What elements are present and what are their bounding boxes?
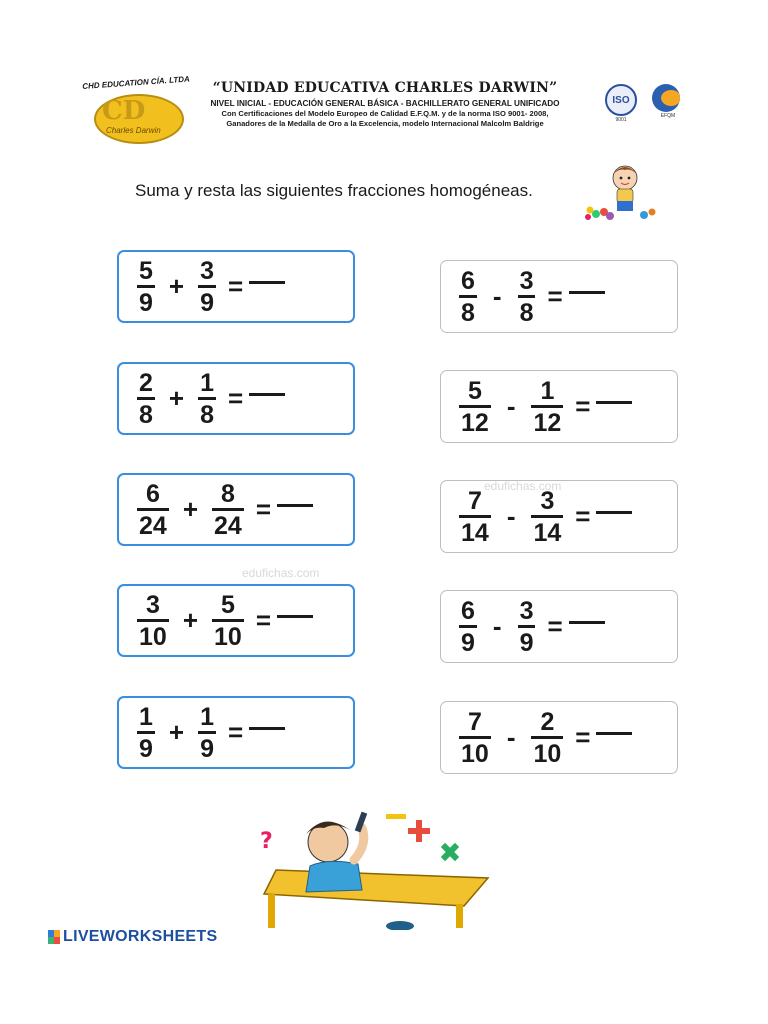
fraction xyxy=(212,481,244,539)
header-line-2: Con Certificaciones del Modelo Europeo de Calidad E.F.Q.M. y de la norma ISO 9001- 2008, xyxy=(221,109,549,118)
fraction-bar xyxy=(531,405,563,408)
fraction-bar xyxy=(137,619,169,622)
addition-exercise-2 xyxy=(117,362,355,435)
plus-sign: + xyxy=(168,383,185,413)
denominator: 9 xyxy=(461,628,475,657)
numerator: 6 xyxy=(461,596,475,625)
efqm-icon xyxy=(652,84,680,112)
numerator: 2 xyxy=(540,707,555,736)
numerator: 7 xyxy=(467,707,482,736)
denominator: 10 xyxy=(461,739,489,768)
numerator: 5 xyxy=(220,590,235,619)
fraction-bar xyxy=(459,295,477,298)
equals-sign: = xyxy=(228,271,244,301)
fraction-bar xyxy=(137,731,155,734)
liveworksheets-wordmark: LIVEWORKSHEETS xyxy=(63,928,218,945)
fraction-bar xyxy=(531,515,563,518)
fraction-bar xyxy=(518,625,536,628)
fraction xyxy=(137,258,155,316)
denominator: 24 xyxy=(139,511,167,540)
addition-exercise-1 xyxy=(117,250,355,323)
denominator: 9 xyxy=(200,734,214,763)
fraction xyxy=(459,598,477,656)
subtraction-exercise-2 xyxy=(440,370,678,443)
equals-sign: = xyxy=(228,383,244,413)
fraction xyxy=(198,370,216,428)
denominator: 9 xyxy=(139,288,153,317)
denominator: 8 xyxy=(200,400,214,429)
fraction xyxy=(137,592,169,650)
denominator: 9 xyxy=(200,288,214,317)
fraction-bar xyxy=(137,397,155,400)
answer-blank[interactable] xyxy=(569,291,605,294)
numerator: 7 xyxy=(467,486,482,515)
liveworksheets-brand xyxy=(48,928,217,946)
addition-exercise-5 xyxy=(117,696,355,769)
svg-text:?: ? xyxy=(260,829,273,854)
subtraction-exercise-4 xyxy=(440,590,678,663)
denominator: 12 xyxy=(533,408,562,437)
fraction xyxy=(137,704,155,762)
instruction-text: Suma y resta las siguientes fracciones homogéneas. xyxy=(135,181,533,200)
equals-sign: = xyxy=(255,605,271,635)
fraction-bar xyxy=(459,515,491,518)
numerator: 3 xyxy=(200,256,214,285)
answer-blank[interactable] xyxy=(249,281,285,284)
minus-sign: - xyxy=(506,722,516,752)
answer-blank[interactable] xyxy=(277,504,313,507)
logo-monogram: CD xyxy=(102,96,146,126)
numerator: 6 xyxy=(461,266,475,295)
denominator: 9 xyxy=(139,734,153,763)
denominator: 8 xyxy=(519,298,534,327)
minus-sign: - xyxy=(492,281,502,311)
fraction xyxy=(198,258,216,316)
addition-exercise-3 xyxy=(117,473,355,546)
fraction-bar xyxy=(459,736,491,739)
answer-blank[interactable] xyxy=(249,393,285,396)
fraction xyxy=(531,709,563,767)
liveworksheets-logo-icon xyxy=(48,930,60,944)
equals-sign: = xyxy=(575,501,591,531)
efqm-label: EFQM xyxy=(660,113,676,119)
numerator: 3 xyxy=(519,266,534,295)
fraction-bar xyxy=(198,731,216,734)
numerator: 3 xyxy=(540,486,555,515)
kid-with-blocks-illustration xyxy=(580,162,670,222)
fraction-bar xyxy=(212,619,244,622)
denominator: 24 xyxy=(214,511,242,540)
fraction-bar xyxy=(198,285,216,288)
numerator: 1 xyxy=(200,368,214,397)
fraction xyxy=(198,704,216,762)
answer-blank[interactable] xyxy=(596,732,632,735)
plus-sign: + xyxy=(182,494,198,524)
denominator: 10 xyxy=(139,622,167,651)
fraction xyxy=(459,488,491,546)
denominator: 8 xyxy=(461,298,475,327)
fraction xyxy=(459,268,477,326)
denominator: 14 xyxy=(533,518,562,547)
subtraction-exercise-1 xyxy=(440,260,678,333)
plus-sign: + xyxy=(168,271,185,301)
denominator: 10 xyxy=(214,622,242,651)
school-name: “UNIDAD EDUCATIVA CHARLES DARWIN” xyxy=(212,80,558,96)
equals-sign: = xyxy=(575,722,591,752)
fraction xyxy=(137,370,155,428)
fraction-bar xyxy=(531,736,563,739)
iso-number: 9001 xyxy=(615,117,627,123)
header-line-1: NIVEL INICIAL - EDUCACIÓN GENERAL BÁSICA - BACHILLERATO GENERAL UNIFICADO xyxy=(210,99,560,108)
logo-name: Charles Darwin xyxy=(106,126,161,135)
company-name: CHD EDUCATION CÍA. LTDA xyxy=(82,74,191,91)
school-header xyxy=(190,80,580,129)
answer-blank[interactable] xyxy=(249,727,285,730)
fraction xyxy=(137,481,169,539)
watermark: edufichas.com xyxy=(484,479,562,493)
fraction xyxy=(212,592,244,650)
numerator: 6 xyxy=(145,479,160,508)
fraction xyxy=(531,488,563,546)
answer-blank[interactable] xyxy=(277,615,313,618)
fraction-bar xyxy=(212,508,244,511)
iso-icon: ISO xyxy=(605,84,637,116)
numerator: 1 xyxy=(200,702,214,731)
equals-sign: = xyxy=(575,391,591,421)
equals-sign: = xyxy=(255,494,271,524)
numerator: 1 xyxy=(139,702,153,731)
fraction-bar xyxy=(137,508,169,511)
numerator: 1 xyxy=(540,376,555,405)
equals-sign: = xyxy=(547,611,563,641)
efqm-seal xyxy=(652,84,684,118)
iso-seal xyxy=(605,84,637,123)
denominator: 14 xyxy=(461,518,489,547)
answer-blank[interactable] xyxy=(596,401,632,404)
denominator: 8 xyxy=(139,400,153,429)
fraction-bar xyxy=(137,285,155,288)
numerator: 2 xyxy=(139,368,153,397)
header-line-3: Ganadores de la Medalla de Oro a la Excelencia, modelo Internacional Malcolm Baldrige xyxy=(226,119,544,128)
numerator: 3 xyxy=(145,590,160,619)
equals-sign: = xyxy=(547,281,563,311)
answer-blank[interactable] xyxy=(569,621,605,624)
subtraction-exercise-5 xyxy=(440,701,678,774)
plus-sign: + xyxy=(182,605,198,635)
thinking-boy-illustration xyxy=(258,808,498,930)
addition-exercise-4 xyxy=(117,584,355,657)
fraction xyxy=(518,598,536,656)
denominator: 9 xyxy=(519,628,534,657)
minus-sign: - xyxy=(506,501,516,531)
numerator: 5 xyxy=(139,256,153,285)
equals-sign: = xyxy=(228,717,244,747)
denominator: 12 xyxy=(461,408,489,437)
minus-sign: - xyxy=(492,611,502,641)
fraction xyxy=(459,709,491,767)
fraction xyxy=(459,378,491,436)
fraction-bar xyxy=(459,405,491,408)
school-logo xyxy=(82,74,191,144)
fraction-bar xyxy=(518,295,536,298)
fraction xyxy=(518,268,536,326)
denominator: 10 xyxy=(533,739,562,768)
fraction-bar xyxy=(459,625,477,628)
numerator: 8 xyxy=(220,479,235,508)
plus-sign: + xyxy=(168,717,185,747)
fraction-bar xyxy=(198,397,216,400)
numerator: 3 xyxy=(519,596,534,625)
fraction xyxy=(531,378,563,436)
watermark: edufichas.com xyxy=(242,566,320,580)
answer-blank[interactable] xyxy=(596,511,632,514)
minus-sign: - xyxy=(506,391,516,421)
numerator: 5 xyxy=(467,376,482,405)
